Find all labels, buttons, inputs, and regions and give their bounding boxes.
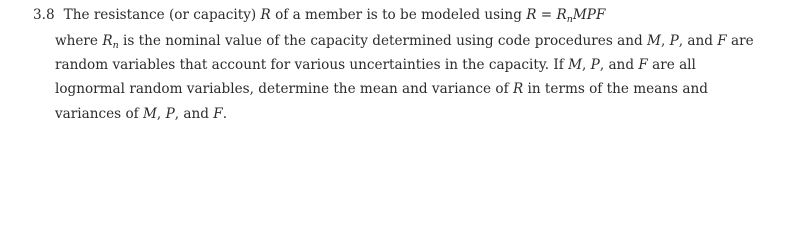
problem-number: 3.8 [33, 7, 55, 23]
text: in terms of the means and [523, 81, 708, 97]
separator: , [582, 57, 591, 73]
var-P: P [669, 33, 679, 49]
text: where [55, 33, 103, 49]
text: are all [647, 57, 696, 73]
var-F: F [717, 33, 727, 49]
separator: , [660, 33, 670, 49]
text: . [222, 106, 228, 122]
problem-line-5 [55, 106, 227, 122]
eq-MPF: MPF [572, 7, 606, 23]
var-F: F [638, 57, 648, 73]
problem-line-3 [55, 57, 696, 73]
var-M: M [568, 57, 582, 73]
separator: , [156, 106, 166, 122]
var-R: R [260, 7, 271, 23]
eq-R: R [526, 7, 537, 23]
var-Rn: R [102, 33, 113, 49]
text: of a member is to be modeled using [270, 7, 527, 23]
separator: , and [174, 106, 214, 122]
problem-line-2 [55, 33, 754, 49]
var-M: M [647, 33, 661, 49]
var-P: P [590, 57, 600, 73]
problem-line-1 [33, 7, 605, 23]
n-subscript: n [112, 40, 119, 51]
problem-line-4 [55, 81, 708, 97]
var-P: P [165, 106, 175, 122]
text: lognormal random variables, determine the mean and variance of [55, 81, 513, 97]
text: is the nominal value of the capacity determined using code procedures and [118, 33, 648, 49]
separator: , and [678, 33, 718, 49]
var-R: R [512, 81, 524, 97]
text: The resistance (or capacity) [63, 7, 261, 23]
separator: , and [599, 57, 639, 73]
var-F: F [213, 106, 223, 122]
var-M: M [142, 106, 157, 122]
text: are [726, 33, 754, 49]
text: variances of [55, 106, 143, 122]
eq-equals: = [536, 7, 557, 23]
eq-Rn: R [556, 7, 567, 23]
eq-n-subscript: n [566, 14, 573, 25]
text: random variables that account for various uncertainties in the capacity. If [55, 57, 569, 73]
